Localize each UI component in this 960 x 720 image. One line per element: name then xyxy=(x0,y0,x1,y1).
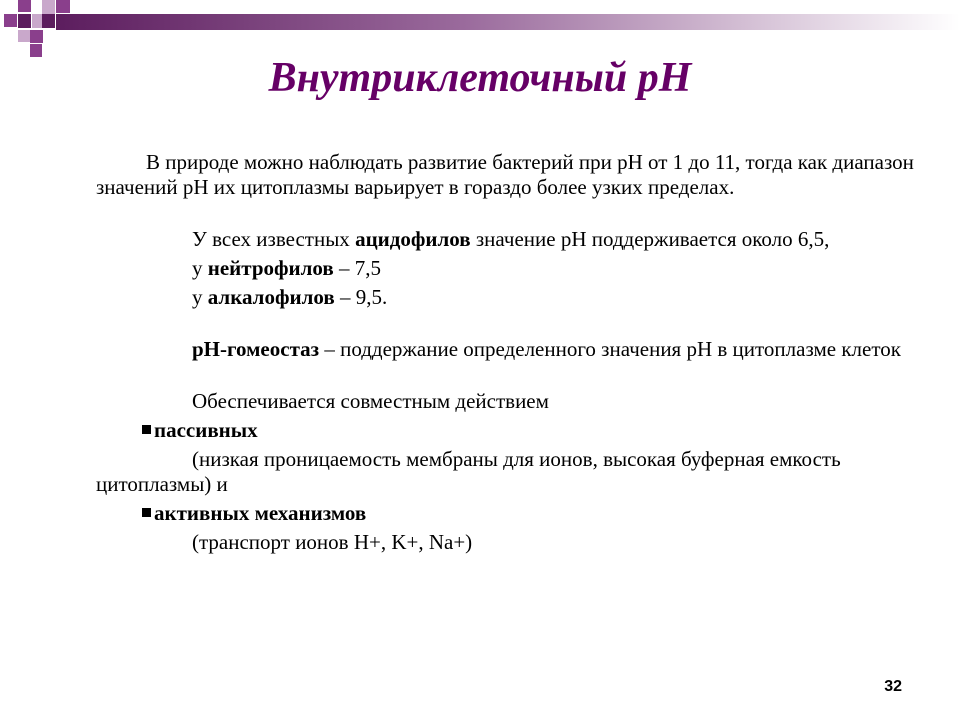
square-bullet-icon xyxy=(142,425,151,434)
bullet-passive-label: пассивных xyxy=(154,418,258,442)
line-alkalophiles xyxy=(96,285,916,310)
term-acidophiles: ацидофилов xyxy=(355,227,471,251)
deco-square-5 xyxy=(18,14,31,28)
passive-mechanisms-detail: (низкая проницаемость мембраны для ионов, высокая буферная емкость цитоплазмы) и xyxy=(96,447,841,496)
ph-homeostasis-definition: – поддержание определенного значения pH в цитоплазме клеток xyxy=(319,337,901,361)
alkalophiles-suffix: – 9,5. xyxy=(334,285,388,309)
slide-title: Внутриклеточный pH xyxy=(268,55,692,101)
deco-square-4 xyxy=(4,14,17,27)
deco-square-1 xyxy=(18,0,31,12)
deco-square-3 xyxy=(56,0,70,13)
paragraph-provided-by: Обеспечивается совместным действием xyxy=(192,389,549,413)
paragraph-bacteria-ph-range: В природе можно наблюдать развитие бактерий при pH от 1 до 11, тогда как диапазон значений pH их цитоплазмы варьирует в гораздо более узких пределах. xyxy=(96,150,914,199)
slide-body xyxy=(96,150,916,555)
neutrophiles-suffix: – 7,5 xyxy=(333,256,381,280)
term-ph-homeostasis: pH-гомеостаз xyxy=(192,337,320,361)
deco-square-2 xyxy=(42,0,55,14)
header-decoration xyxy=(0,0,960,30)
alkalophiles-prefix: у xyxy=(192,285,208,309)
bullet-passive xyxy=(96,418,916,443)
bullet-active-label: активных механизмов xyxy=(154,501,367,525)
slide-page-number: 32 xyxy=(884,678,902,695)
acidophiles-prefix: У всех известных xyxy=(192,227,356,251)
term-alkalophiles: алкалофилов xyxy=(207,285,335,309)
active-mechanisms-detail: (транспорт ионов H+, K+, Na+) xyxy=(192,530,473,554)
paragraph-acidophiles xyxy=(96,227,916,252)
bullet-active xyxy=(96,501,916,526)
deco-square-9 xyxy=(30,30,43,43)
neutrophiles-prefix: у xyxy=(192,256,208,280)
header-gradient-band xyxy=(56,14,960,30)
paragraph-ph-homeostasis xyxy=(96,337,916,362)
deco-square-7 xyxy=(42,14,55,28)
square-bullet-icon xyxy=(142,508,151,517)
line-neutrophiles xyxy=(96,256,916,281)
acidophiles-suffix: значение pH поддерживается около 6,5, xyxy=(470,227,830,251)
term-neutrophiles: нейтрофилов xyxy=(207,256,334,280)
